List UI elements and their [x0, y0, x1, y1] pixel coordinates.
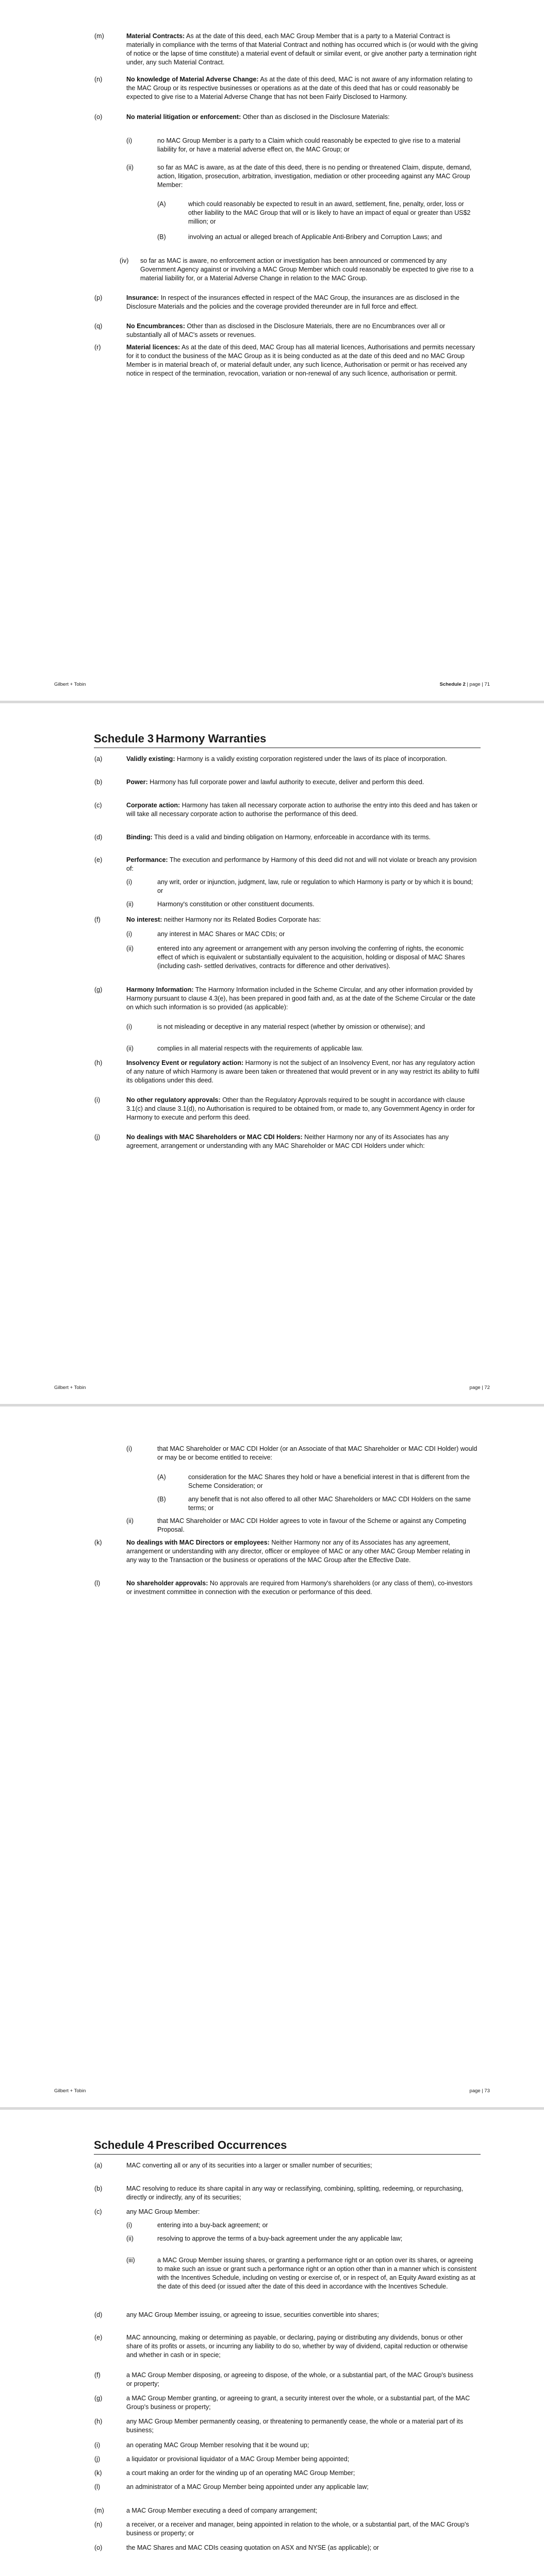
clause-text: Binding: This deed is a valid and binding obligation on Harmony, enforceable in accordance with its terms.: [126, 834, 431, 841]
clause-label: (k): [94, 2469, 102, 2477]
schedule-rule: [94, 2154, 481, 2155]
clause-text: a court making an order for the winding up of an operating MAC Group Member;: [126, 2469, 355, 2477]
clause-label: (i): [126, 878, 133, 886]
clause-text: a MAC Group Member issuing shares, or granting a performance right or an option over its shares, or agreeing to make such an issue or grant such a performance right or an option other than in a manner which is consistent with the Incentives Schedule, including on vesting or exercise of, or in respect of, an Equity Award existing as at the date of this deed (or issued after the date of this deed in accordance with the Incentives Schedule.: [157, 2257, 477, 2290]
clause-text: no MAC Group Member is a party to a Claim which could reasonably be expected to give rise to a material liability for, or have a material adverse effect on, the MAC Group; or: [157, 137, 460, 153]
clause-text: Material licences: As at the date of this deed, MAC Group has all material licences, Authorisations and permits necessary for it to conduct the business of the MAC Group as it is being conducted as at the date of this deed and no MAC Group Member is in material breach of, or material default under, any such licence, Authorisation or permit or has received any notice in respect of the termination, revocation, variation or non-renewal of any such licence, authorisation or permit.: [126, 344, 475, 377]
clause-label: (i): [94, 1096, 101, 1104]
schedule-number: Schedule 4: [94, 2139, 154, 2151]
clause-heading: Material licences:: [126, 344, 180, 351]
clause-label: (f): [94, 916, 101, 923]
clause-heading: Corporate action:: [126, 802, 180, 809]
clause-text: an operating MAC Group Member resolving that it be wound up;: [126, 2442, 309, 2449]
clause-label: (ii): [126, 1517, 134, 1524]
clause-label: (o): [94, 2544, 103, 2551]
clause-heading: Material Contracts:: [126, 32, 185, 40]
clause-text: entered into any agreement or arrangement with any person involving the conferring of rights, the economic effect of which is equivalent or substantially equivalent to the acquisition, holding or disposal of MAC Shares (including cash- settled derivatives, contracts for difference and other derivatives).: [157, 945, 465, 970]
clause-text: a MAC Group Member granting, or agreeing to grant, a security interest over the whole, or a substantial part, of the MAC Group's business or property;: [126, 2395, 470, 2411]
clause-heading: Validly existing:: [126, 755, 175, 762]
clause-label: (B): [157, 1496, 166, 1503]
clause-label: (i): [126, 930, 133, 938]
clause-label: (r): [94, 344, 101, 351]
clause-label: (iv): [120, 257, 129, 264]
clause-heading: Insurance:: [126, 294, 159, 301]
footer-page-number: page | 72: [469, 1385, 490, 1391]
clause-text: MAC resolving to reduce its share capital in any way or reclassifying, combining, splitting, redeeming, or repurchasing, directly or indirectly, any of its securities;: [126, 2185, 464, 2201]
clause-label: (b): [94, 778, 103, 786]
clause-text: which could reasonably be expected to result in an award, settlement, fine, penalty, order, loss or other liability to the MAC Group that will or is likely to have an impact of equal or greater than US$2 million; or: [188, 200, 471, 225]
clause-label: (c): [94, 2208, 102, 2215]
clause-label: (j): [94, 1133, 101, 1141]
clause-heading: No shareholder approvals:: [126, 1580, 208, 1587]
clause-text: a receiver, or a receiver and manager, being appointed in relation to the whole, or a substantial part, of the MAC Group's business or property; or: [126, 2521, 469, 2537]
clause-label: (ii): [126, 2235, 134, 2242]
clause-label: (g): [94, 2395, 103, 2402]
clause-label: (ii): [126, 164, 134, 171]
clause-text: Corporate action: Harmony has taken all necessary corporate action to authorise the entry into this deed and has taken or will take all necessary corporate action to authorise the performance of this deed.: [126, 802, 477, 818]
clause-label: (k): [94, 1539, 102, 1546]
clause-text: Validly existing: Harmony is a validly existing corporation registered under the laws of its place of incorporation.: [126, 755, 447, 762]
clause-label: (ii): [126, 901, 134, 908]
clause-label: (g): [94, 986, 103, 993]
clause-heading: No interest:: [126, 916, 162, 923]
clause-text: a MAC Group Member disposing, or agreeing to dispose, of the whole, or a substantial part, of the MAC Group's business or property;: [126, 2371, 473, 2387]
clause-heading: Performance:: [126, 856, 168, 863]
clause-label: (e): [94, 2334, 103, 2341]
clause-text: the MAC Shares and MAC CDIs ceasing quotation on ASX and NYSE (as applicable); or: [126, 2544, 379, 2551]
clause-label: (j): [94, 2455, 101, 2463]
clause-text: any interest in MAC Shares or MAC CDIs; or: [157, 930, 285, 938]
clause-heading: Insolvency Event or regulatory action:: [126, 1059, 244, 1066]
footer-firm: Gilbert + Tobin: [54, 1385, 86, 1391]
clause-label: (n): [94, 76, 103, 83]
clause-label: (a): [94, 755, 103, 762]
clause-label: (i): [94, 2442, 101, 2449]
clause-label: (d): [94, 2311, 103, 2318]
clause-heading: No other regulatory approvals:: [126, 1096, 221, 1104]
footer-firm: Gilbert + Tobin: [54, 2088, 86, 2094]
clause-heading: No material litigation or enforcement:: [126, 113, 241, 121]
clause-text: No dealings with MAC Shareholders or MAC CDI Holders: Neither Harmony nor any of its Associates has any agreement, arrangement or understanding with any MAC Shareholder or MAC CDI Holders under which:: [126, 1133, 449, 1149]
clause-label: (B): [157, 233, 166, 241]
clause-text: Power: Harmony has full corporate power and lawful authority to execute, deliver and perform this deed.: [126, 778, 424, 786]
clause-text: entering into a buy-back agreement; or: [157, 2222, 268, 2229]
clause-label: (f): [94, 2371, 101, 2379]
clause-text: No knowledge of Material Adverse Change: As at the date of this deed, MAC is not aware of any information relating to the MAC Group or its respective businesses or operations as at the date of this deed that has or could reasonably be expected to give rise to a Material Adverse Change that has not been Fairly Disclosed to Harmony.: [126, 76, 473, 100]
clause-label: (b): [94, 2185, 103, 2192]
clause-heading: No Encumbrances:: [126, 323, 185, 330]
clause-label: (o): [94, 113, 103, 121]
clause-text: Insurance: In respect of the insurances effected in respect of the MAC Group, the insurances are as disclosed in the Disclosure Materials and the policies and the coverage provided thereunder are in full force and effect.: [126, 294, 459, 310]
clause-label: (iii): [126, 2257, 135, 2264]
clause-text: No dealings with MAC Directors or employees: Neither Harmony nor any of its Associates has any agreement, arrangement or understanding with any director, officer or employee of MAC or any other MAC Group Member relating in any way to the Transaction or the business or operations of the MAC Group after the Effective Date.: [126, 1539, 470, 1564]
clause-text: any benefit that is not also offered to all other MAC Shareholders or MAC CDI Holders on the same terms; or: [188, 1496, 471, 1512]
clause-heading: No knowledge of Material Adverse Change:: [126, 76, 259, 83]
clause-label: (ii): [126, 945, 134, 952]
clause-text: complies in all material respects with the requirements of applicable law.: [157, 1045, 363, 1052]
document-page-4: [0, 2110, 544, 2576]
clause-text: a liquidator or provisional liquidator of a MAC Group Member being appointed;: [126, 2455, 350, 2463]
clause-label: (h): [94, 2418, 103, 2425]
clause-heading: Binding:: [126, 834, 153, 841]
clause-text: consideration for the MAC Shares they hold or have a beneficial interest in that is different from the Scheme Consideration; or: [188, 1473, 470, 1489]
clause-label: (n): [94, 2521, 103, 2528]
clause-text: Harmony's constitution or other constituent documents.: [157, 901, 315, 908]
clause-text: resolving to approve the terms of a buy-back agreement under the any applicable law;: [157, 2235, 403, 2242]
clause-text: No Encumbrances: Other than as disclosed in the Disclosure Materials, there are no Encumbrances over all or substantially all of MAC's assets or revenues.: [126, 323, 446, 338]
schedule-heading: [94, 2139, 481, 2152]
clause-text: No material litigation or enforcement: Other than as disclosed in the Disclosure Materials:: [126, 113, 390, 121]
clause-text: Harmony Information: The Harmony Information included in the Scheme Circular, and any other information provided by Harmony pursuant to clause 4.3(e), has been prepared in good faith and, as at the date of the Scheme Circular or the date on which such information is so provided (as applicable):: [126, 986, 475, 1011]
schedule-number: Schedule 3: [94, 732, 154, 745]
clause-label: (ii): [126, 1045, 134, 1052]
clause-text: is not misleading or deceptive in any material respect (whether by omission or otherwise); and: [157, 1023, 425, 1030]
clause-text: so far as MAC is aware, as at the date of this deed, there is no pending or threatened Claim, dispute, demand, action, litigation, prosecution, arbitration, investigation, mediation or other proceeding against any MAC Group Member:: [157, 164, 472, 189]
clause-text: Insolvency Event or regulatory action: Harmony is not the subject of an Insolvency Event, nor has any regulatory action of any nature of which Harmony is aware been taken or threatened that would prevent or in any way restrict its ability to fulfil its obligations under this deed.: [126, 1059, 480, 1084]
document-page-3: [0, 1406, 544, 2107]
clause-text: so far as MAC is aware, no enforcement action or investigation has been announced or commenced by any Government Agency against or involving a MAC Group Member which could reasonably be expected to give rise to a material liability for, or a Material Adverse Change in relation to the MAC Group.: [140, 257, 474, 282]
clause-text: a MAC Group Member executing a deed of company arrangement;: [126, 2507, 318, 2514]
clause-text: Material Contracts: As at the date of this deed, each MAC Group Member that is a party to a Material Contract is materially in compliance with the terms of that Material Contract and nothing has occurred which is (or would with the giving of notice or the lapse of time constitute) a material event of default or similar event, or give another party a termination right under, any such Material Contract.: [126, 32, 478, 66]
clause-label: (A): [157, 200, 166, 208]
clause-label: (l): [94, 1580, 101, 1587]
clause-label: (i): [126, 137, 133, 144]
clause-text: No other regulatory approvals: Other than the Regulatory Approvals required to be sought in accordance with clause 3.1(c) and clause 3.1(d), no Authorisation is required to be obtained from, or made to, any Government Agency in order for Harmony to execute and perform this deed.: [126, 1096, 475, 1121]
footer-firm: Gilbert + Tobin: [54, 682, 86, 687]
clause-label: (c): [94, 802, 102, 809]
clause-text: that MAC Shareholder or MAC CDI Holder (or an Associate of that MAC Shareholder or MAC CDI Holder) would or may be or become entitled to receive:: [157, 1445, 477, 1461]
clause-text: any MAC Group Member permanently ceasing, or threatening to permanently cease, the whole or a material part of its business;: [126, 2418, 464, 2434]
footer-page-number: page | 73: [469, 2088, 490, 2094]
clause-text: any MAC Group Member:: [126, 2208, 200, 2215]
clause-heading: Power:: [126, 778, 148, 786]
clause-text: involving an actual or alleged breach of Applicable Anti-Bribery and Corruption Laws; and: [188, 233, 442, 241]
clause-label: (l): [94, 2483, 101, 2490]
clause-text: MAC announcing, making or determining as payable, or declaring, paying or distributing any dividends, bonus or other share of its profits or assets, or incurring any liability to do so, whether by way of dividend, capital reduction or otherwise and whether in cash or in specie;: [126, 2334, 468, 2359]
clause-text: that MAC Shareholder or MAC CDI Holder agrees to vote in favour of the Scheme or against any Competing Proposal.: [157, 1517, 466, 1533]
clause-label: (h): [94, 1059, 103, 1066]
clause-label: (i): [126, 1445, 133, 1452]
clause-label: (a): [94, 2162, 103, 2169]
clause-text: any MAC Group Member issuing, or agreeing to issue, securities convertible into shares;: [126, 2311, 379, 2318]
clause-text: any writ, order or injunction, judgment, law, rule or regulation to which Harmony is party or by which it is bound; or: [157, 878, 473, 894]
schedule-title: Harmony Warranties: [156, 732, 267, 745]
clause-text: Performance: The execution and performance by Harmony of this deed did not and will not violate or breach any provision of:: [126, 856, 477, 872]
document-page-1: [0, 0, 544, 701]
clause-label: (m): [94, 2507, 104, 2514]
clause-label: (i): [126, 2222, 133, 2229]
clause-heading: No dealings with MAC Shareholders or MAC CDI Holders:: [126, 1133, 303, 1141]
clause-label: (m): [94, 32, 104, 40]
clause-text: No interest: neither Harmony nor its Related Bodies Corporate has:: [126, 916, 321, 923]
clause-text: an administrator of a MAC Group Member being appointed under any applicable law;: [126, 2483, 369, 2490]
clause-label: (e): [94, 856, 103, 863]
document-page-2: [0, 703, 544, 1404]
schedule-title: Prescribed Occurrences: [156, 2139, 287, 2151]
footer-page-number: Schedule 2 | page | 71: [439, 682, 490, 687]
clause-heading: Harmony Information:: [126, 986, 194, 993]
clause-label: (d): [94, 834, 103, 841]
clause-label: (A): [157, 1473, 166, 1481]
clause-label: (p): [94, 294, 103, 301]
clause-label: (i): [126, 1023, 133, 1030]
clause-text: No shareholder approvals: No approvals are required from Harmony's shareholders (or any class of them), co-investors or investment committee in connection with the execution or performance of this deed.: [126, 1580, 473, 1596]
clause-label: (q): [94, 323, 103, 330]
schedule-heading: [94, 732, 481, 745]
clause-heading: No dealings with MAC Directors or employees:: [126, 1539, 270, 1546]
clause-text: MAC converting all or any of its securities into a larger or smaller number of securities;: [126, 2162, 372, 2169]
